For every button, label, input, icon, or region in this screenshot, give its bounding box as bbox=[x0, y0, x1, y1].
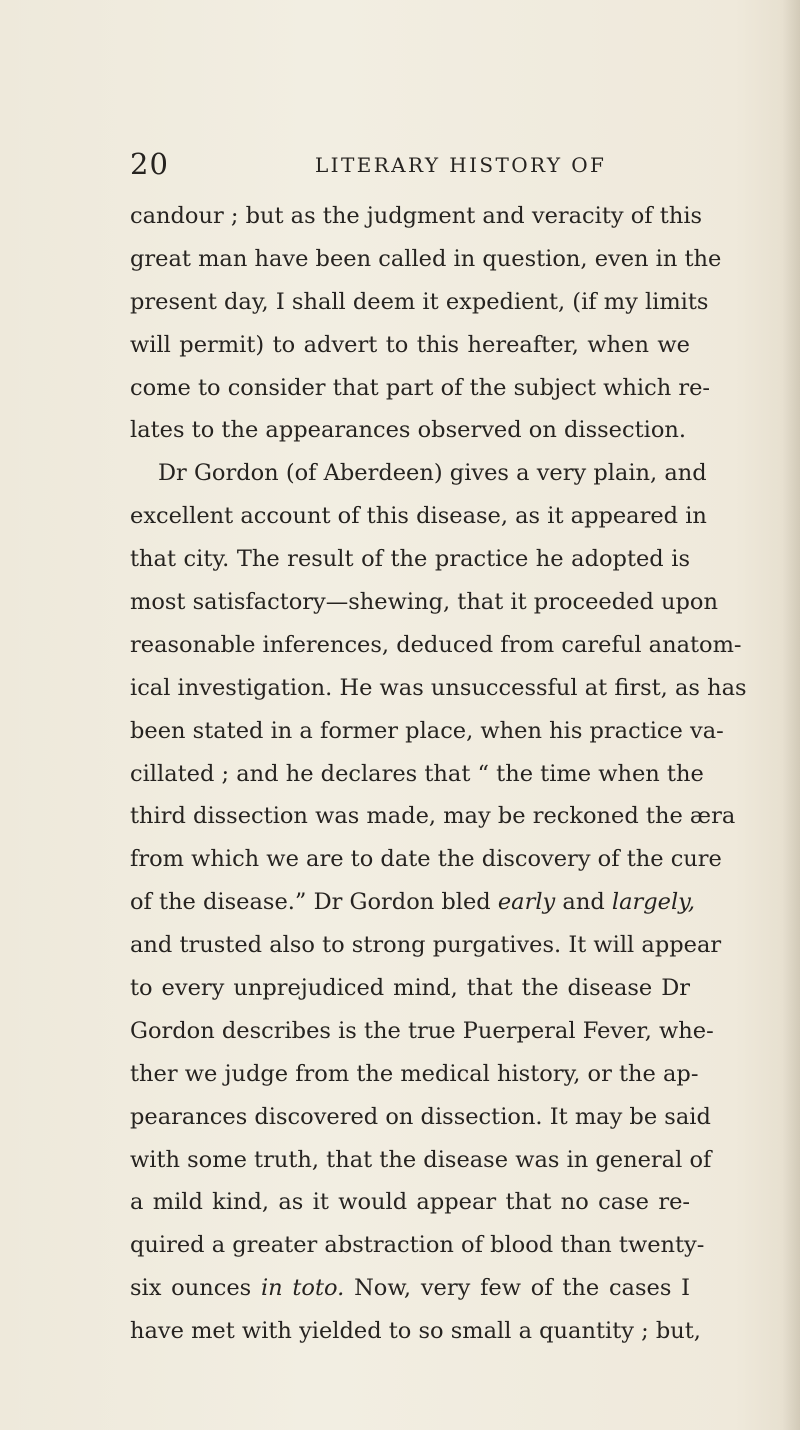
text-line: cillated ; and he declares that “ the time when the bbox=[130, 760, 704, 787]
text-segment: Now, very few of the cases I bbox=[354, 1275, 691, 1302]
body-text bbox=[130, 195, 747, 1353]
paragraph-start-line: Dr Gordon (of Aberdeen) gives a very plain, and bbox=[158, 460, 707, 487]
italic-text: in toto. bbox=[260, 1275, 345, 1302]
italic-text: largely, bbox=[611, 889, 696, 916]
text-line: candour ; but as the judgment and veracity of this bbox=[130, 203, 703, 229]
text-line: third dissection was made, may be reckoned the æra bbox=[130, 803, 736, 830]
text-line: ther we judge from the medical history, or the ap- bbox=[130, 1060, 699, 1087]
text-line: that city. The result of the practice he adopted is bbox=[130, 546, 690, 573]
text-line: present day, I shall deem it expedient, (if my limits bbox=[130, 288, 709, 315]
running-head: LITERARY HISTORY OF bbox=[315, 153, 607, 177]
page-header bbox=[130, 147, 740, 187]
text-line: Gordon describes is the true Puerperal Fever, whe- bbox=[130, 1017, 714, 1044]
text-line: great man have been called in question, even in the bbox=[130, 245, 722, 272]
text-line-mixed bbox=[130, 1267, 690, 1310]
page-number: 20 bbox=[130, 147, 169, 181]
text-line: been stated in a former place, when his practice va- bbox=[130, 717, 724, 744]
text-segment: of the disease.” Dr Gordon bled bbox=[130, 889, 491, 916]
text-line: from which we are to date the discovery of the cure bbox=[130, 846, 722, 873]
page-edge-shadow bbox=[782, 0, 800, 1430]
text-segment: six ounces bbox=[130, 1275, 252, 1302]
text-line: with some truth, that the disease was in general of bbox=[130, 1146, 712, 1173]
text-line-mixed bbox=[130, 881, 696, 924]
text-line: reasonable inferences, deduced from careful anatom- bbox=[130, 631, 742, 658]
text-line: and trusted also to strong purgatives. It will appear bbox=[130, 932, 722, 959]
text-line: excellent account of this disease, as it appeared in bbox=[130, 503, 707, 530]
italic-text: early bbox=[497, 889, 556, 916]
text-line: most satisfactory—shewing, that it proceeded upon bbox=[130, 589, 718, 616]
text-line: have met with yielded to so small a quantity ; but, bbox=[130, 1318, 701, 1345]
text-line: come to consider that part of the subject which re- bbox=[130, 374, 711, 401]
text-line: will permit) to advert to this hereafter, when we bbox=[130, 331, 690, 358]
text-line: lates to the appearances observed on dissection. bbox=[130, 417, 687, 444]
text-line: to every unprejudiced mind, that the disease Dr bbox=[130, 975, 690, 1002]
text-line: a mild kind, as it would appear that no case re- bbox=[130, 1189, 690, 1216]
text-line: pearances discovered on dissection. It may be said bbox=[130, 1103, 711, 1130]
text-line: ical investigation. He was unsuccessful at first, as has bbox=[130, 674, 747, 701]
text-line: quired a greater abstraction of blood than twenty- bbox=[130, 1232, 705, 1259]
text-segment: and bbox=[562, 889, 605, 916]
